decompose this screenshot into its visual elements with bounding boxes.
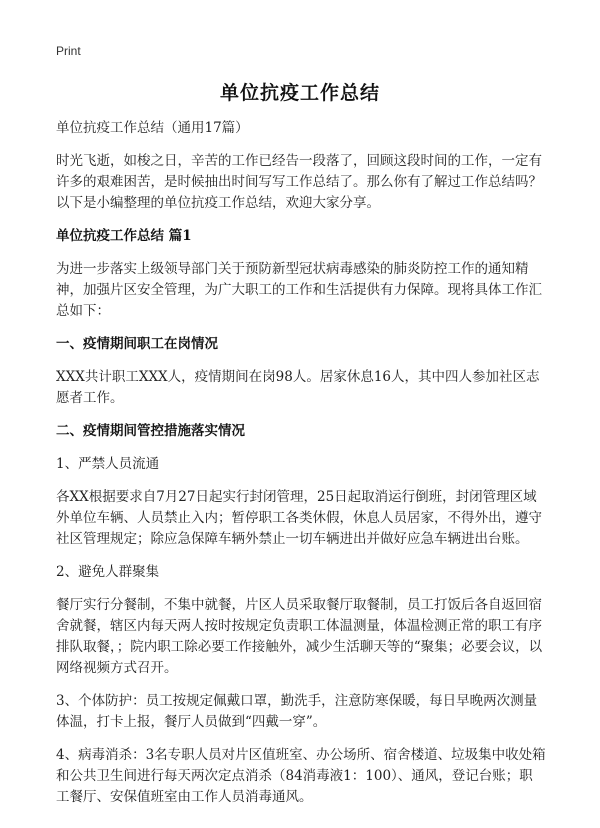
item-4-text: 4、病毒消杀：3名专职人员对片区值班室、办公场所、宿舍楼道、垃圾集中收处箱和公共卫生间进行每天两次定点消杀（84消毒液1：100）、通风，登记台账；职工餐厅、安保值班室由工作人员消毒通风。 — [56, 747, 546, 805]
item-1-text: 各XX根据要求自7月27日起实行封闭管理，25日起取消运行倒班，封闭管理区域外单位车辆、人员禁止入内；暂停职工各类休假，休息人员居家，不得外出，遵守社区管理规定；除应急保障车辆外禁止一切车辆进出并做好应急车辆进出台账。 — [56, 489, 542, 547]
item-1-title: 1、严禁人员流通 — [56, 456, 160, 472]
heading-control-measures: 二、疫情期间管控措施落实情况 — [56, 423, 245, 439]
document-title: 单位抗疫工作总结 — [219, 82, 380, 104]
heading-staff-status: 一、疫情期间职工在岗情况 — [56, 336, 218, 352]
intro-paragraph: 时光飞逝，如梭之日，辛苦的工作已经告一段落了，回顾这段时间的工作，一定有许多的艰难困苦，是时候抽出时间写写工作总结了。那么你有了解过工作总结吗？以下是小编整理的单位抗疫工作总结，欢迎大家分享。 — [56, 153, 542, 211]
paragraph-2: XXX共计职工XXX人，疫情期间在岗98人。居家休息16人，其中四人参加社区志愿者工作。 — [56, 369, 540, 406]
document-subtitle: 单位抗疫工作总结（通用17篇） — [56, 120, 249, 136]
document-body — [56, 118, 546, 820]
item-3-text: 3、个体防护：员工按规定佩戴口罩，勤洗手，注意防寒保暖，每日早晚两次测量体温，打卡上报，餐厅人员做到“四戴一穿”。 — [56, 693, 538, 730]
print-label: Print — [56, 44, 81, 58]
section-heading: 单位抗疫工作总结 篇1 — [56, 228, 192, 244]
item-2-text: 餐厅实行分餐制，不集中就餐，片区人员采取餐厅取餐制，员工打饭后各自返回宿舍就餐，辖区内每天两人按时按规定负责职工体温测量，体温检测正常的职工有序排队取餐，；院内职工除必要工作接触外，减少生活聊天等的“聚集；必要会议，以网络视频方式召开。 — [56, 597, 543, 676]
item-2-title: 2、避免人群聚集 — [56, 564, 160, 580]
paragraph-1: 为进一步落实上级领导部门关于预防新型冠状病毒感染的肺炎防控工作的通知精神，加强片区安全管理，为广大职工的工作和生活提供有力保障。现将具体工作汇总如下： — [56, 261, 542, 319]
